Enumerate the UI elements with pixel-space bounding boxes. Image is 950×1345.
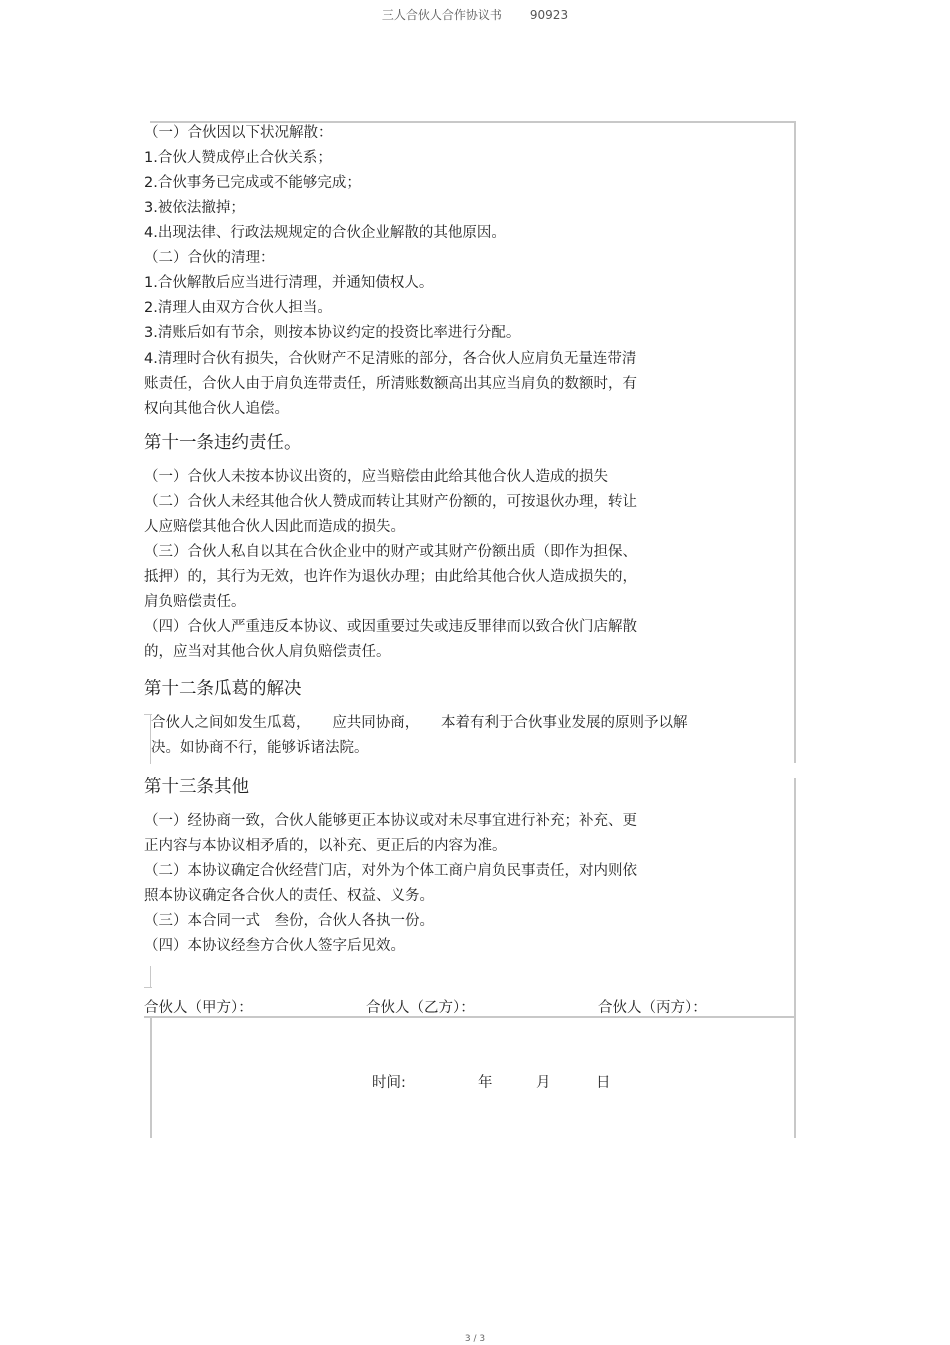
clause-line: 肩负赔偿责任。 [144, 594, 246, 610]
signature-table-left-line [150, 1016, 152, 1138]
date-day: 日 [596, 1075, 611, 1091]
frame-right-line-2 [794, 778, 796, 1138]
signature-row [144, 996, 784, 1018]
article-12-title: 第十二条瓜葛的解决 [144, 679, 302, 699]
clause-line: 正内容与本协议相矛盾的，以补充、更正后的内容为准。 [144, 838, 507, 854]
clause-line: 合伙人之间如发生瓜葛， 应共同协商， 本着有利于合伙事业发展的原则予以解 [151, 715, 688, 731]
clause-line: （四）合伙人严重违反本协议、或因重要过失或违反罪律而以致合伙门店解散 [144, 619, 637, 635]
list-item: 4.出现法律、行政法规规定的合伙企业解散的其他原因。 [144, 225, 506, 241]
article-11-title: 第十一条违约责任。 [144, 433, 302, 453]
liquidation-heading: （二）合伙的清理： [144, 250, 275, 266]
document-body [144, 121, 764, 959]
clause-line: （一）合伙人未按本协议出资的，应当赔偿由此给其他合伙人造成的损失 [144, 469, 608, 485]
clause-line: 照本协议确定各合伙人的责任、权益、义务。 [144, 888, 434, 904]
signature-party-b: 合伙人（乙方）： [366, 1000, 475, 1016]
date-month: 月 [536, 1075, 551, 1091]
signature-party-c: 合伙人（丙方）： [598, 1000, 707, 1016]
clause-line: 抵押）的，其行为无效，也许作为退伙办理；由此给其他合伙人造成损失的， [144, 569, 637, 585]
list-item: 4.清理时合伙有损失，合伙财产不足清账的部分，各合伙人应肩负无量连带清 [144, 351, 637, 367]
list-item: 3.清账后如有节余，则按本协议约定的投资比率进行分配。 [144, 325, 521, 341]
clause-line: （三）本合同一式 叁份，合伙人各执一份。 [144, 913, 434, 929]
signature-party-a: 合伙人（甲方）： [144, 1000, 253, 1016]
clause-line: （二）本协议确定合伙经营门店，对外为个体工商户肩负民事责任，对内则依 [144, 863, 637, 879]
list-item-continued: 权向其他合伙人追偿。 [144, 401, 289, 417]
list-item: 2.合伙事务已完成或不能够完成； [144, 175, 361, 191]
list-item: 1.合伙解散后应当进行清理，并通知债权人。 [144, 275, 434, 291]
clause-line: （三）合伙人私自以其在合伙企业中的财产或其财产份额出质（即作为担保、 [144, 544, 637, 560]
article-13-title: 第十三条其他 [144, 777, 249, 797]
list-item-continued: 账责任，合伙人由于肩负连带责任，所清账数额高出其应当肩负的数额时，有 [144, 376, 637, 392]
clause-line: （一）经协商一致，合伙人能够更正本协议或对未尽事宜进行补充；补充、更 [144, 813, 637, 829]
date-label: 时间: [372, 1075, 406, 1091]
clause-line: 决。如协商不行，能够诉诸法院。 [151, 740, 369, 756]
frame-bracket-left-2 [150, 966, 151, 988]
clause-line: 人应赔偿其他合伙人因此而造成的损失。 [144, 519, 405, 535]
clause-line: 的，应当对其他合伙人肩负赔偿责任。 [144, 644, 391, 660]
date-year: 年 [478, 1075, 493, 1091]
document-title: 三人合伙人合作协议书 [381, 8, 502, 22]
document-number: 90923 [529, 8, 569, 22]
clause-line: （二）合伙人未经其他合伙人赞成而转让其财产份额的，可按退伙办理，转让 [144, 494, 637, 510]
list-item: 2.清理人由双方合伙人担当。 [144, 300, 332, 316]
list-item: 1.合伙人赞成停止合伙关系； [144, 150, 332, 166]
frame-bracket-bottom [144, 987, 152, 988]
page-number: 3 / 3 [464, 1334, 486, 1344]
dissolution-heading: （一）合伙因以下状况解散： [144, 125, 333, 141]
frame-right-line-1 [794, 121, 796, 763]
page-header [0, 6, 950, 23]
list-item: 3.被依法撤掉； [144, 200, 245, 216]
clause-line: （四）本协议经叁方合伙人签字后见效。 [144, 938, 405, 954]
